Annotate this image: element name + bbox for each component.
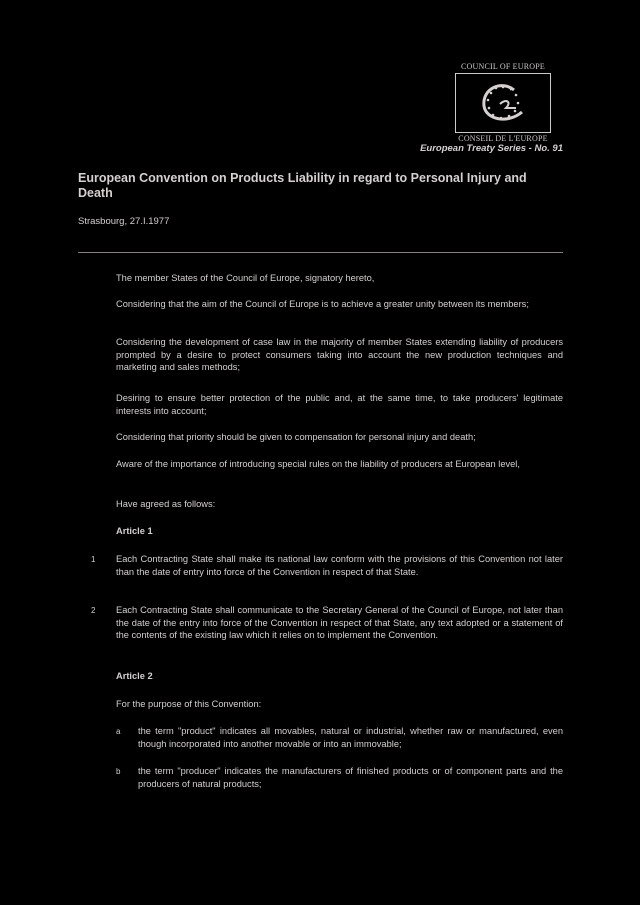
item-letter: b — [116, 767, 121, 776]
logo-emblem — [455, 73, 551, 133]
item-number: 2 — [91, 606, 96, 615]
council-of-europe-logo — [450, 62, 556, 143]
article-2-definition: the term "producer" indicates the manufacturers of finished products or of component parts and the producers of natural products; — [138, 766, 563, 789]
article-1-paragraph: Each Contracting State shall make its national law conform with the provisions of this Convention not later than the date of entry into force of the Convention in respect of that State. — [116, 554, 563, 577]
preamble-paragraph: Desiring to ensure better protection of the public and, at the same time, to take producers' legitimate interests into account; — [116, 393, 563, 416]
preamble-paragraph: Considering that priority should be given to compensation for personal injury and death; — [116, 432, 476, 442]
item-number: 1 — [91, 555, 96, 564]
divider — [78, 252, 563, 253]
article-2-definition: the term "product" indicates all movables, natural or industrial, whether raw or manufactured, even though incorporated into another movable or into an immovable; — [138, 726, 563, 749]
preamble-paragraph: Considering the development of case law in the majority of member States extending liability of producers prompted by a desire to protect consumers taking into account the new production techniques and marketing and sales methods; — [116, 337, 563, 372]
document-title: European Convention on Products Liability in regard to Personal Injury and Death — [78, 171, 527, 200]
logo-top-text: COUNCIL OF EUROPE — [461, 62, 545, 71]
preamble-paragraph: The member States of the Council of Europe, signatory hereto, — [116, 273, 375, 283]
treaty-series: European Treaty Series - No. 91 — [420, 143, 563, 154]
article-1-heading: Article 1 — [116, 526, 153, 536]
article-2-intro: For the purpose of this Convention: — [116, 699, 262, 709]
stars-c-icon — [456, 74, 550, 132]
preamble-paragraph: Considering that the aim of the Council of Europe is to achieve a greater unity between its members; — [116, 299, 529, 309]
preamble-paragraph: Have agreed as follows: — [116, 499, 216, 509]
item-letter: a — [116, 727, 121, 736]
article-2-heading: Article 2 — [116, 671, 153, 681]
preamble-paragraph: Aware of the importance of introducing special rules on the liability of producers at European level, — [116, 459, 520, 469]
article-1-paragraph: Each Contracting State shall communicate to the Secretary General of the Council of Europe, not later than the date of the entry into force of the Convention in respect of that State, any text adopted or a statement of the contents of the existing law which it relies on to implement the Convention. — [116, 605, 563, 640]
document-date: Strasbourg, 27.I.1977 — [78, 216, 170, 227]
logo-bottom-text: CONSEIL DE L'EUROPE — [458, 134, 548, 143]
